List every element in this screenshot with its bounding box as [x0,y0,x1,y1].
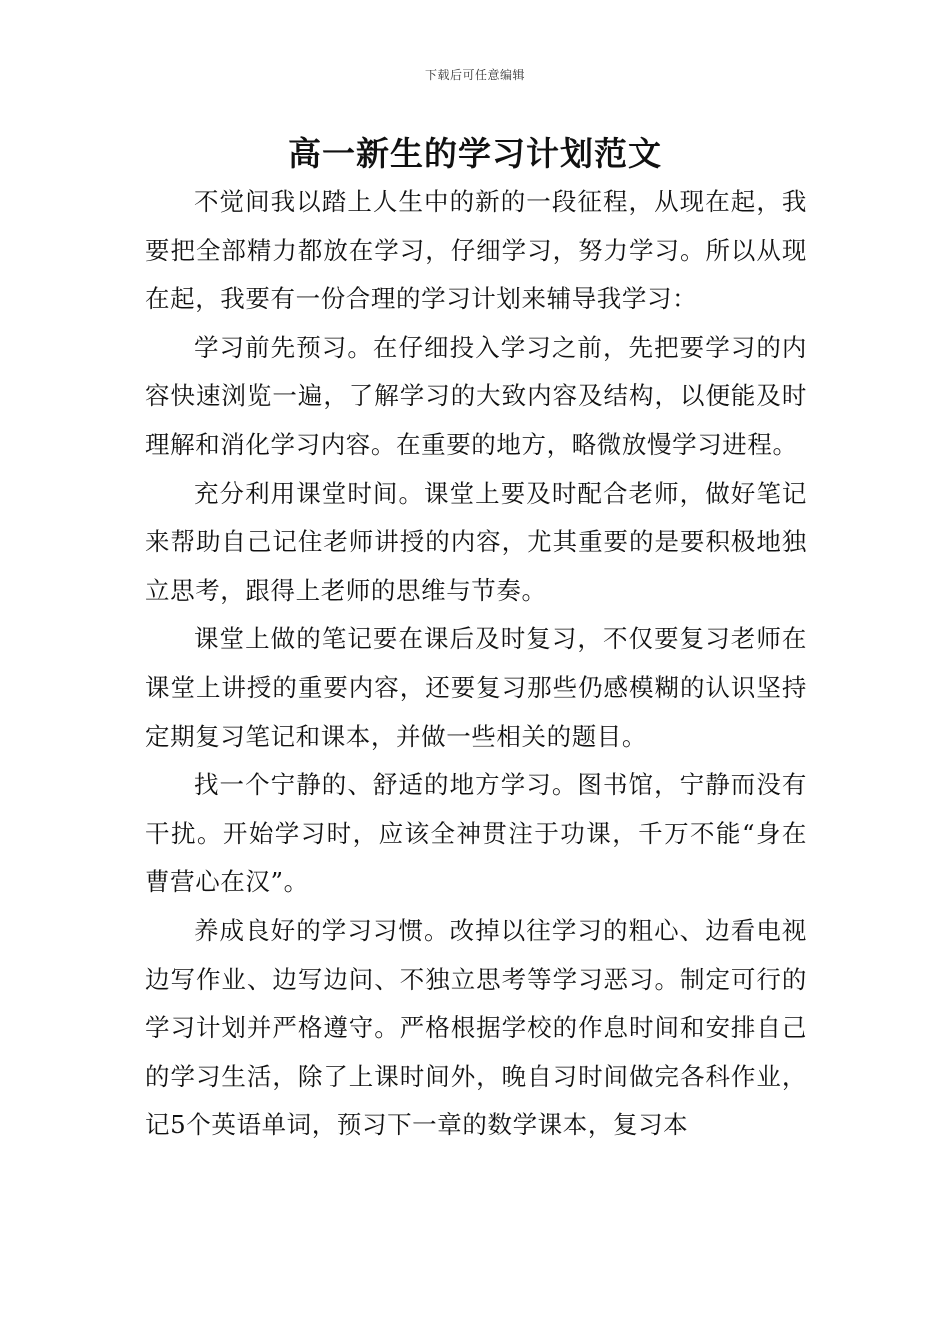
paragraph: 充分利用课堂时间。课堂上要及时配合老师，做好笔记来帮助自己记住老师讲授的内容，尤其重要的是要积极地独立思考，跟得上老师的思维与节奏。 [145,478,807,605]
header-note: 下载后可任意编辑 [424,68,525,82]
document-body [145,178,807,1150]
paragraph: 不觉间我以踏上人生中的新的一段征程，从现在起，我要把全部精力都放在学习，仔细学习，努力学习。所以从现在起，我要有一份合理的学习计划来辅导我学习： [145,187,807,314]
paragraph: 养成良好的学习习惯。改掉以往学习的粗心、边看电视边写作业、边写边问、不独立思考等学习恶习。制定可行的学习计划并严格遵守。严格根据学校的作息时间和安排自己的学习生活，除了上课时间外，晚自习时间做完各科作业，记5个英语单词，预习下一章的数学课本，复习本 [145,915,807,1140]
paragraph: 学习前先预习。在仔细投入学习之前，先把要学习的内容快速浏览一遍，了解学习的大致内容及结构，以便能及时理解和消化学习内容。在重要的地方，略微放慢学习进程。 [145,332,807,459]
document-title: 高一新生的学习计划范文 [288,134,662,173]
paragraph: 课堂上做的笔记要在课后及时复习，不仅要复习老师在课堂上讲授的重要内容，还要复习那些仍感模糊的认识坚持定期复习笔记和课本，并做一些相关的题目。 [145,624,807,751]
paragraph: 找一个宁静的、舒适的地方学习。图书馆，宁静而没有干扰。开始学习时，应该全神贯注于功课，千万不能“身在曹营心在汉”。 [145,770,807,897]
